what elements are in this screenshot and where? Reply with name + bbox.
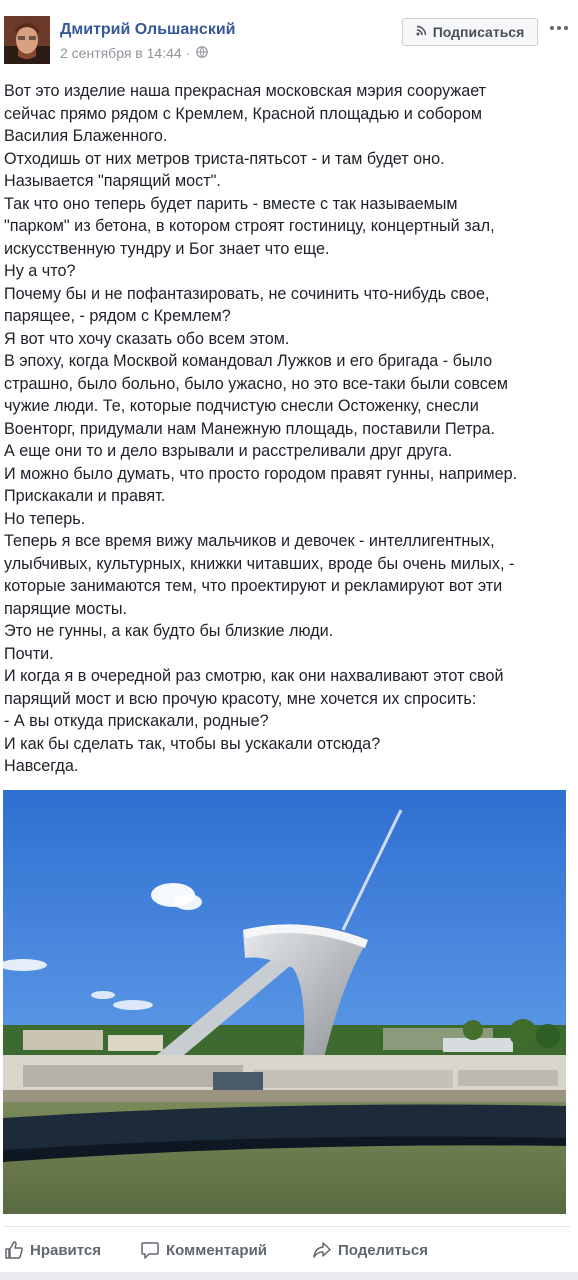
- post-line: парящий мост и всю прочую красоту, мне хочется их спросить:: [4, 689, 477, 708]
- share-button[interactable]: [312, 1236, 428, 1264]
- feed-background: [0, 1272, 578, 1280]
- post-photo[interactable]: [3, 790, 566, 1214]
- follow-button[interactable]: [402, 18, 538, 46]
- comment-bubble-icon: [140, 1240, 160, 1260]
- post-line: сейчас прямо рядом с Кремлем, Красной площадью и собором: [4, 104, 483, 123]
- meta-separator: ·: [185, 45, 191, 61]
- like-button[interactable]: [4, 1236, 101, 1264]
- rss-icon: [416, 25, 427, 39]
- share-label: Поделиться: [338, 1241, 429, 1259]
- follow-label: Подписаться: [432, 24, 525, 40]
- post-line: В эпоху, когда Москвой командовал Лужков и его бригада - было: [4, 352, 493, 370]
- post-line: Называется "парящий мост".: [4, 172, 221, 190]
- post-line: страшно, было больно, было ужасно, но это все-таки были совсем: [4, 374, 509, 393]
- post-line: Это не гунны, а как будто бы близкие люди.: [4, 622, 334, 640]
- globe-icon[interactable]: [196, 45, 208, 61]
- post-line: Ну а что?: [4, 262, 76, 280]
- author-avatar[interactable]: [4, 16, 50, 64]
- post-line: "парком" из бетона, в котором строят гостиницу, концертный зал,: [4, 217, 495, 235]
- post-line: Я вот что хочу сказать обо всем этом.: [4, 329, 290, 348]
- post-line: парящее, - рядом с Кремлем?: [4, 307, 231, 325]
- post-line: Василия Блаженного.: [4, 127, 168, 145]
- post-line: Прискакали и правят.: [4, 487, 166, 505]
- post-line: которые занимаются тем, что проектируют и рекламируют вот эти: [4, 577, 503, 595]
- author-name[interactable]: Дмитрий Ольшанский: [60, 21, 236, 38]
- post-body: [4, 80, 574, 778]
- like-label: Нравится: [30, 1241, 102, 1259]
- post-line: Военторг, придумали нам Манежную площадь, поставили Петра.: [4, 419, 496, 438]
- post-line: Навсегда.: [4, 757, 79, 775]
- post-line: парящие мосты.: [4, 599, 127, 618]
- post-line: Почти.: [4, 644, 54, 663]
- post-line: искусственную тундру и Бог знает что еще.: [4, 239, 330, 258]
- post-line: И можно было думать, что просто городом правят гунны, например.: [4, 464, 518, 483]
- post-date[interactable]: 2 сентября в 14:44: [60, 45, 182, 61]
- post-line: Отходишь от них метров триста-пятьсот - и там будет оно.: [4, 149, 445, 168]
- post-line: Теперь я все время вижу мальчиков и девочек - интеллигентных,: [4, 532, 495, 550]
- actions-divider: [4, 1226, 570, 1227]
- post-line: улыбчивых, культурных, книжки читавших, вроде бы очень милых, -: [4, 554, 515, 573]
- post-meta: [60, 45, 208, 61]
- post-line: Почему бы и не пофантазировать, не сочинить что-нибудь свое,: [4, 284, 490, 303]
- post-line: И когда я в очередной раз смотрю, как они нахваливают этот свой: [4, 667, 504, 685]
- share-arrow-icon: [312, 1240, 332, 1260]
- post-line: Но теперь.: [4, 509, 86, 528]
- post-line: И как бы сделать так, чтобы вы ускакали отсюда?: [4, 734, 381, 753]
- post-line: Вот это изделие наша прекрасная московская мэрия сооружает: [4, 82, 487, 100]
- more-dots-icon[interactable]: [546, 18, 572, 38]
- post-line: - А вы откуда прискакали, родные?: [4, 712, 269, 730]
- post-line: Так что оно теперь будет парить - вместе с так называемым: [4, 194, 458, 213]
- thumbs-up-icon: [4, 1240, 24, 1260]
- comment-button[interactable]: [140, 1236, 267, 1264]
- post-line: А еще они то и дело взрывали и расстреливали друг друга.: [4, 442, 453, 460]
- post-line: чужие люди. Те, которые подчистую снесли Остоженку, снесли: [4, 397, 479, 415]
- comment-label: Комментарий: [166, 1241, 268, 1259]
